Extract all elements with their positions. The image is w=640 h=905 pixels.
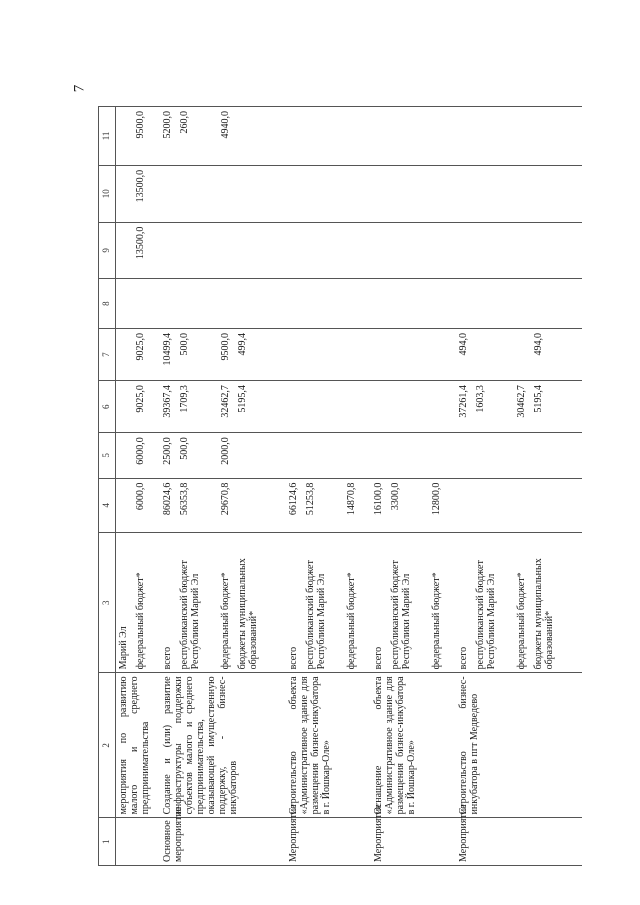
funding-source-cell	[116, 532, 155, 672]
funding-source: всего	[288, 646, 299, 670]
column-header: 8	[99, 279, 116, 329]
row-name-cell: мероприятия по развитию малого и среднего предпринимательства	[116, 673, 155, 818]
value-cell	[456, 165, 576, 222]
spacer-cell	[576, 165, 582, 222]
amount: 66124,6	[288, 482, 299, 516]
value-cell	[371, 433, 450, 478]
amount: 5195,4	[533, 385, 544, 413]
amount	[458, 437, 470, 474]
amount	[431, 227, 443, 276]
amount	[162, 283, 174, 325]
amount: 51253,8	[305, 482, 316, 516]
amount	[373, 437, 385, 474]
spacer-cell	[576, 381, 582, 433]
amount	[118, 385, 130, 429]
funding-source-cell	[456, 532, 576, 672]
amount	[390, 170, 426, 219]
amount	[220, 283, 232, 325]
amount	[162, 227, 174, 276]
amount	[135, 283, 147, 325]
funding-source-cell	[286, 532, 365, 672]
amount	[431, 283, 443, 325]
amount	[237, 111, 273, 162]
amount	[533, 227, 569, 276]
amount	[475, 483, 511, 529]
value-cell	[371, 107, 450, 166]
row-name-cell: Строительство бизнес-инкубатора в пгт Медведево	[456, 673, 576, 818]
funding-source: всего	[458, 646, 469, 670]
table-row	[116, 107, 155, 866]
column-header: 1	[99, 818, 116, 866]
amount	[390, 437, 426, 474]
column-header: 4	[99, 478, 116, 532]
amount: 9500,0	[135, 111, 146, 139]
amount	[373, 385, 385, 429]
amount	[533, 283, 569, 325]
spacer-cell	[576, 532, 582, 672]
amount	[475, 227, 511, 276]
amount	[237, 170, 273, 219]
spacer-cell	[576, 279, 582, 329]
column-header: 5	[99, 433, 116, 478]
amount	[305, 333, 341, 377]
amount	[516, 333, 528, 377]
value-cell	[286, 165, 365, 222]
amount	[346, 437, 358, 474]
funding-source: федеральный бюджет*	[135, 572, 146, 670]
value-cell	[371, 222, 450, 279]
funding-source: республиканский бюджет Республики Марий Эл	[475, 560, 497, 670]
value-cell	[160, 478, 280, 532]
amount	[431, 170, 443, 219]
amount: 494,0	[533, 333, 544, 356]
amount: 494,0	[458, 333, 469, 356]
amount	[346, 227, 358, 276]
value-cell	[116, 381, 155, 433]
amount	[458, 111, 470, 162]
column-header: 6	[99, 381, 116, 433]
page-number: 7	[71, 84, 88, 93]
amount	[305, 385, 341, 429]
amount: 12800,0	[431, 482, 442, 516]
amount	[516, 170, 528, 219]
table-row	[286, 107, 365, 866]
amount	[516, 227, 528, 276]
amount: 37261,4	[458, 385, 469, 418]
funding-source: республиканский бюджет Республики Марий Эл	[179, 560, 201, 670]
value-cell	[371, 165, 450, 222]
value-cell	[286, 433, 365, 478]
value-cell	[116, 165, 155, 222]
amount	[458, 170, 470, 219]
amount	[533, 111, 569, 162]
amount	[220, 227, 232, 276]
amount: 2500,0	[162, 437, 173, 465]
value-cell	[286, 279, 365, 329]
amount: 6000,0	[135, 437, 146, 465]
row-name-cell: Оснащение объекта «Административное здание для размещения бизнес-инкубатора в г. Йошкар-Оле»	[371, 673, 450, 818]
amount	[516, 483, 528, 529]
value-cell	[286, 107, 365, 166]
spacer-cell	[576, 818, 582, 866]
amount: 5195,4	[237, 385, 248, 413]
amount: 32462,7	[220, 385, 231, 418]
row-spacer	[576, 107, 582, 866]
value-cell	[456, 279, 576, 329]
funding-source: федеральный бюджет*	[220, 572, 231, 670]
value-cell	[456, 329, 576, 381]
amount: 260,0	[179, 111, 190, 134]
amount: 14870,8	[346, 482, 357, 516]
table-row	[371, 107, 450, 866]
spacer-cell	[576, 222, 582, 279]
amount: 16100,0	[373, 482, 384, 516]
amount	[346, 283, 358, 325]
budget-table	[98, 106, 582, 866]
amount	[390, 283, 426, 325]
spacer-cell	[576, 329, 582, 381]
funding-source: бюджеты муниципальных образований*	[237, 558, 259, 670]
value-cell	[116, 433, 155, 478]
spacer-cell	[576, 673, 582, 818]
amount: 500,0	[179, 437, 190, 460]
amount	[162, 170, 174, 219]
amount	[118, 227, 130, 276]
amount: 9025,0	[135, 385, 146, 413]
amount	[431, 111, 443, 162]
row-type-cell: Мероприятие	[286, 818, 365, 866]
amount: 3300,0	[390, 482, 401, 511]
amount: 9500,0	[220, 333, 231, 361]
column-header: 3	[99, 532, 116, 672]
row-name-cell: Строительство объекта «Административное здание для размещения бизнес-инкубатора в г. Йошкар-Оле»	[286, 673, 365, 818]
column-header: 2	[99, 673, 116, 818]
amount: 1603,3	[475, 385, 486, 413]
amount	[237, 483, 273, 529]
amount	[533, 483, 569, 529]
amount	[431, 437, 443, 474]
amount	[220, 170, 232, 219]
amount	[533, 437, 569, 474]
amount	[305, 227, 341, 276]
amount	[431, 333, 443, 377]
amount: 499,4	[237, 333, 248, 356]
amount: 500,0	[179, 333, 190, 356]
spacer-cell	[576, 478, 582, 532]
amount	[288, 333, 300, 377]
amount	[179, 227, 215, 276]
value-cell	[116, 279, 155, 329]
row-type-cell: Мероприятие	[371, 818, 450, 866]
funding-source-cell	[371, 532, 450, 672]
table-row	[160, 107, 280, 866]
amount	[516, 111, 528, 162]
amount	[516, 437, 528, 474]
amount: 4940,0	[220, 111, 231, 139]
funding-source: Марий Эл	[118, 626, 129, 670]
amount	[390, 111, 426, 162]
value-cell	[371, 478, 450, 532]
amount	[288, 385, 300, 429]
value-cell	[371, 381, 450, 433]
funding-source: всего	[162, 646, 173, 670]
amount	[305, 111, 341, 162]
amount	[516, 283, 528, 325]
amount	[346, 333, 358, 377]
amount	[475, 333, 511, 377]
funding-source: бюджеты муниципальных образований*	[533, 558, 555, 670]
row-type-cell	[116, 818, 155, 866]
value-cell	[160, 107, 280, 166]
column-number-row	[99, 107, 116, 866]
amount: 5200,0	[162, 111, 173, 139]
funding-source: федеральный бюджет*	[346, 572, 357, 670]
spacer-cell	[576, 107, 582, 166]
amount	[288, 111, 300, 162]
amount	[237, 437, 273, 474]
value-cell	[116, 107, 155, 166]
amount	[373, 227, 385, 276]
amount	[475, 437, 511, 474]
amount: 13500,0	[135, 226, 146, 260]
spacer-cell	[576, 433, 582, 478]
amount	[118, 483, 130, 529]
amount	[346, 111, 358, 162]
amount: 6000,0	[135, 482, 146, 511]
value-cell	[286, 381, 365, 433]
amount: 9025,0	[135, 333, 146, 361]
column-header: 11	[99, 107, 116, 166]
amount	[288, 170, 300, 219]
value-cell	[160, 381, 280, 433]
amount: 30462,7	[516, 385, 527, 418]
amount	[458, 483, 470, 529]
amount	[533, 170, 569, 219]
value-cell	[116, 329, 155, 381]
amount	[288, 227, 300, 276]
funding-source: федеральный бюджет*	[431, 572, 442, 670]
amount	[305, 170, 341, 219]
amount	[475, 283, 511, 325]
amount	[288, 437, 300, 474]
amount	[237, 283, 273, 325]
funding-source-cell	[160, 532, 280, 672]
funding-source: всего	[373, 646, 384, 670]
amount: 56353,8	[179, 482, 190, 516]
value-cell	[456, 478, 576, 532]
amount	[346, 170, 358, 219]
amount	[390, 227, 426, 276]
amount	[346, 385, 358, 429]
funding-source: федеральный бюджет*	[516, 572, 527, 670]
value-cell	[456, 107, 576, 166]
value-cell	[456, 433, 576, 478]
amount	[179, 170, 215, 219]
amount: 39367,4	[162, 385, 173, 418]
value-cell	[116, 222, 155, 279]
amount	[288, 283, 300, 325]
amount: 29670,8	[220, 482, 231, 516]
table-row	[456, 107, 576, 866]
amount	[237, 227, 273, 276]
amount	[431, 385, 443, 429]
value-cell	[371, 329, 450, 381]
amount: 13500,0	[135, 169, 146, 203]
amount	[118, 437, 130, 474]
column-header: 9	[99, 222, 116, 279]
funding-source: республиканский бюджет Республики Марий Эл	[305, 560, 327, 670]
amount	[373, 333, 385, 377]
value-cell	[160, 279, 280, 329]
value-cell	[160, 433, 280, 478]
amount: 86024,6	[162, 482, 173, 516]
value-cell	[160, 329, 280, 381]
row-type-cell: Мероприятие	[456, 818, 576, 866]
amount	[373, 283, 385, 325]
value-cell	[456, 381, 576, 433]
funding-source: республиканский бюджет Республики Марий Эл	[390, 560, 412, 670]
amount	[458, 283, 470, 325]
amount: 2000,0	[220, 437, 231, 465]
row-name-cell: Создание и (или) развитие инфраструктуры поддержки субъектов малого и среднего предпринимательства, оказывающей имущественную поддержку, - бизнес-инкубаторов	[160, 673, 280, 818]
amount	[390, 333, 426, 377]
amount	[118, 333, 130, 377]
amount	[118, 283, 130, 325]
amount	[475, 111, 511, 162]
amount	[458, 227, 470, 276]
amount	[373, 111, 385, 162]
value-cell	[371, 279, 450, 329]
value-cell	[286, 329, 365, 381]
column-header: 7	[99, 329, 116, 381]
value-cell	[160, 222, 280, 279]
row-type-cell: Основное мероприятие	[160, 818, 280, 866]
value-cell	[286, 222, 365, 279]
amount	[179, 283, 215, 325]
amount	[305, 283, 341, 325]
amount: 10499,4	[162, 333, 173, 366]
amount	[475, 170, 511, 219]
value-cell	[286, 478, 365, 532]
rotated-table-container	[98, 106, 618, 866]
amount	[305, 437, 341, 474]
value-cell	[160, 165, 280, 222]
value-cell	[456, 222, 576, 279]
amount	[373, 170, 385, 219]
value-cell	[116, 478, 155, 532]
column-header: 10	[99, 165, 116, 222]
amount	[118, 111, 130, 162]
amount	[118, 170, 130, 219]
amount: 1709,3	[179, 385, 190, 413]
amount	[390, 385, 426, 429]
